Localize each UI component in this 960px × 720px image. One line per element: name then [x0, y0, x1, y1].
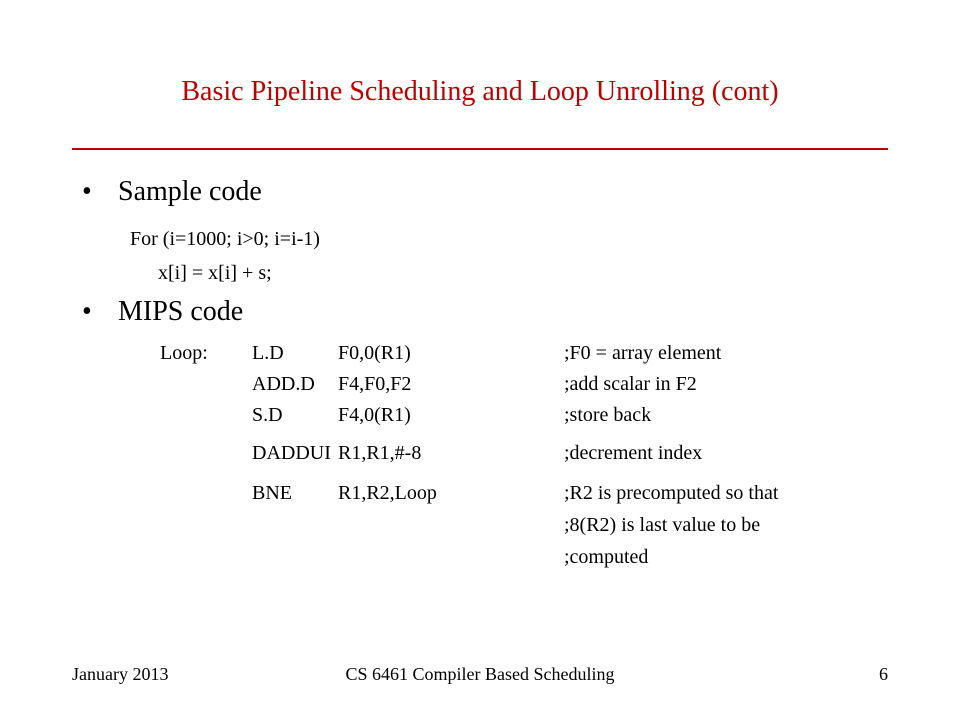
- footer-page-number: 6: [879, 664, 888, 684]
- footer-date: January 2013: [72, 664, 169, 684]
- bullet-text: Sample code: [118, 176, 262, 207]
- mips-comment-continued: ;computed: [564, 546, 649, 568]
- bullet-marker: •: [82, 176, 92, 207]
- mips-op: ADD.D: [252, 373, 315, 395]
- mips-args: R1,R2,Loop: [338, 482, 437, 504]
- mips-args: R1,R1,#-8: [338, 442, 422, 464]
- mips-comment-continued: ;8(R2) is last value to be: [564, 514, 761, 536]
- mips-op: L.D: [252, 342, 284, 364]
- mips-loop-label: Loop:: [160, 342, 208, 364]
- mips-op: DADDUI: [252, 442, 331, 464]
- bullet-marker: •: [82, 296, 92, 327]
- mips-op: BNE: [252, 482, 292, 504]
- footer-course: CS 6461 Compiler Based Scheduling: [345, 664, 615, 684]
- bullet-text: MIPS code: [118, 296, 244, 327]
- mips-comment: ;store back: [564, 404, 652, 426]
- mips-args: F4,F0,F2: [338, 373, 412, 395]
- mips-comment: ;R2 is precomputed so that: [564, 482, 779, 504]
- sample-code-line-1: For (i=1000; i>0; i=i-1): [130, 228, 320, 250]
- bullet-mips-code: [82, 296, 243, 328]
- mips-op: S.D: [252, 404, 283, 426]
- sample-code-line-2: x[i] = x[i] + s;: [158, 262, 272, 284]
- title-underline: [72, 148, 888, 150]
- mips-comment: ;add scalar in F2: [564, 373, 697, 395]
- mips-comment: ;decrement index: [564, 442, 703, 464]
- mips-comment: ;F0 = array element: [564, 342, 722, 364]
- mips-args: F0,0(R1): [338, 342, 411, 364]
- bullet-sample-code: [82, 176, 262, 208]
- slide-title: Basic Pipeline Scheduling and Loop Unrolling (cont): [181, 76, 779, 107]
- mips-args: F4,0(R1): [338, 404, 411, 426]
